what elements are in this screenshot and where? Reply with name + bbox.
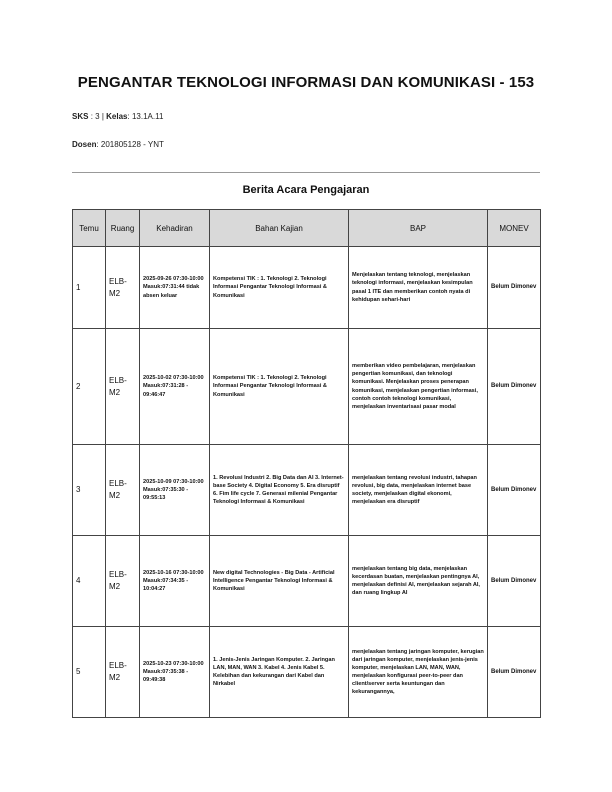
bap-cell: menjelaskan tentang big data, menjelaskan kecerdasan buatan, menjelaskan pentingnya AI, menjelaskan definisi AI, menjelaskan sejarah AI, dan ruang lingkup AI — [349, 536, 488, 627]
temu-cell: 3 — [73, 445, 106, 536]
section-title: Berita Acara Pengajaran — [242, 184, 370, 196]
bap-cell: Menjelaskan tentang teknologi, menjelaskan teknologi informasi, menjelaskan kesimpulan pasal 1 ITE dan memberikan contoh nyata di kehidupan sehari-hari — [349, 247, 488, 329]
temu-cell: 2 — [73, 329, 106, 445]
ruang-cell: ELB-M2 — [106, 445, 140, 536]
ruang-cell: ELB-M2 — [106, 627, 140, 718]
monev-cell: Belum Dimonev — [488, 627, 541, 718]
sks-separator: : — [90, 112, 96, 121]
bap-cell: menjelaskan tentang jaringan komputer, kerugian dari jaringan komputer, menjelaskan jenis-jenis komputer, menjelaskan LAN, MAN, WAN, menjelaskan konfigurasi peer-to-peer dan client/server serta keuntungan dan kekurangannya, — [349, 627, 488, 718]
sks-value: 3 — [95, 112, 100, 121]
kehadiran-cell: 2025-10-16 07:30-10:00 Masuk:07:34:35 - 10:04:27 — [140, 536, 210, 627]
bap-cell: menjelaskan tentang revolusi industri, tahapan revolusi, big data, menjelaskan internet base society, menjelaskan digital ekonomi, menjelaskan era disruptif — [349, 445, 488, 536]
kelas-value: 13.1A.11 — [131, 112, 164, 121]
temu-cell: 5 — [73, 627, 106, 718]
kehadiran-cell: 2025-10-09 07:30-10:00 Masuk:07:35:30 - 09:55:13 — [140, 445, 210, 536]
kehadiran-cell: 2025-09-26 07:30-10:00 Masuk:07:31:44 tidak absen keluar — [140, 247, 210, 329]
dosen-separator: : — [96, 140, 101, 149]
table-header-row — [73, 210, 541, 247]
bap-cell: memberikan video pembelajaran, menjelaskan pengertian komunikasi, dan teknologi komunikasi. Menjelaskan proses penerapan komunikasi, menjelaskan pengertian informasi, contoh contoh teknologi komunikasi, menjelaskan inventarisasi pasar modal — [349, 329, 488, 445]
header-bap: BAP — [349, 210, 488, 247]
table-row — [73, 536, 541, 627]
sks-label: SKS — [72, 112, 89, 121]
header-ruang: Ruang — [106, 210, 140, 247]
table-row — [73, 627, 541, 718]
monev-cell: Belum Dimonev — [488, 247, 541, 329]
table-row — [73, 445, 541, 536]
header-kehadiran: Kehadiran — [140, 210, 210, 247]
course-meta-line — [72, 112, 163, 121]
ruang-cell: ELB-M2 — [106, 536, 140, 627]
kehadiran-cell: 2025-10-23 07:30-10:00 Masuk:07:35:38 - 09:49:38 — [140, 627, 210, 718]
temu-cell: 1 — [73, 247, 106, 329]
bahan-kajian-cell: Kompetensi TIK : 1. Teknologi 2. Teknologi Informasi Pengantar Teknologi Informasi & Komunikasi — [210, 329, 349, 445]
section-divider — [72, 172, 540, 173]
dosen-line — [72, 140, 164, 149]
dosen-value: 201805128 - YNT — [100, 140, 164, 149]
ruang-cell: ELB-M2 — [106, 247, 140, 329]
dosen-label: Dosen — [72, 140, 97, 149]
table-row — [73, 329, 541, 445]
bap-table — [72, 209, 541, 718]
header-temu: Temu — [73, 210, 106, 247]
header-bahan-kajian: Bahan Kajian — [210, 210, 349, 247]
ruang-cell: ELB-M2 — [106, 329, 140, 445]
kelas-separator: : — [127, 112, 132, 121]
temu-cell: 4 — [73, 536, 106, 627]
bahan-kajian-cell: Kompetensi TIK : 1. Teknologi 2. Teknologi Informasi Pengantar Teknologi Informasi & Komunikasi — [210, 247, 349, 329]
table-row — [73, 247, 541, 329]
monev-cell: Belum Dimonev — [488, 536, 541, 627]
header-monev: MONEV — [488, 210, 541, 247]
kelas-label: Kelas — [106, 112, 128, 121]
kehadiran-cell: 2025-10-02 07:30-10:00 Masuk:07:31:28 - 09:46:47 — [140, 329, 210, 445]
meta-pipe: | — [101, 112, 107, 121]
bahan-kajian-cell: 1. Jenis-Jenis Jaringan Komputer. 2. Jaringan LAN, MAN, WAN 3. Kabel 4. Jenis Kabel 5. Kelebihan dan kekurangan dari Kabel dan Nirkabel — [210, 627, 349, 718]
bahan-kajian-cell: 1. Revolusi Industri 2. Big Data dan AI 3. Internet-base Society 4. Digital Economy 5. Era disruptif 6. Fim life cycle 7. Generasi milenial Pengantar Teknologi Informasi & Komunikasi — [210, 445, 349, 536]
page-title: PENGANTAR TEKNOLOGI INFORMASI DAN KOMUNIKASI - 153 — [77, 74, 535, 91]
bahan-kajian-cell: New digital Technologies - Big Data - Artificial Intelligence Pengantar Teknologi Informasi & Komunikasi — [210, 536, 349, 627]
monev-cell: Belum Dimonev — [488, 329, 541, 445]
monev-cell: Belum Dimonev — [488, 445, 541, 536]
